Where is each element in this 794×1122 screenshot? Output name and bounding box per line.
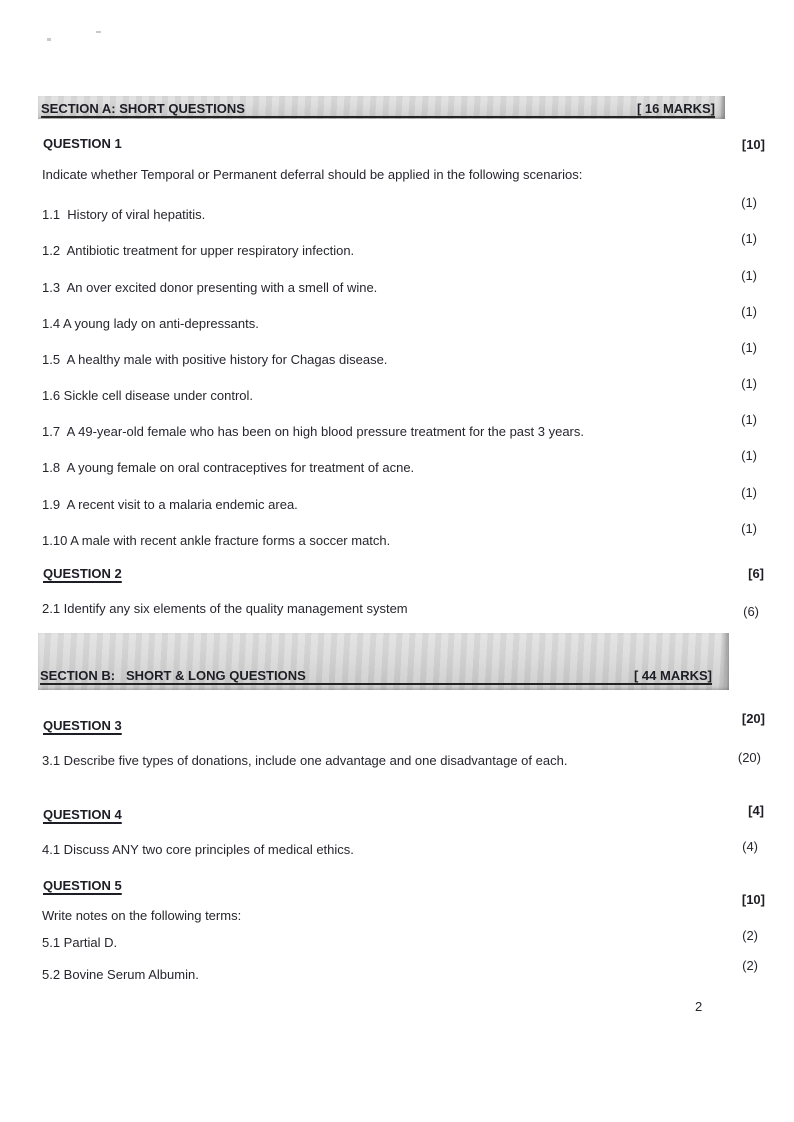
section-b-header: [38, 633, 729, 690]
question-item: 1.6 Sickle cell disease under control.: [42, 388, 254, 403]
section-a-header: [38, 96, 725, 119]
section-a-title: SECTION A: SHORT QUESTIONS: [41, 101, 245, 116]
question-3-heading: QUESTION 3: [43, 718, 122, 733]
question-4-heading: QUESTION 4: [43, 807, 122, 822]
question-1-intro: Indicate whether Temporal or Permanent deferral should be applied in the following scenarios:: [42, 167, 583, 182]
question-item: 1.3 An over excited donor presenting with a smell of wine.: [42, 280, 378, 295]
page-number: 2: [695, 999, 703, 1014]
item-marks: (1): [741, 231, 757, 246]
item-marks: (1): [741, 448, 757, 463]
question-1-total-marks: [10]: [741, 137, 765, 152]
question-item: 1.9 A recent visit to a malaria endemic area.: [42, 497, 298, 512]
question-2-total-marks: [6]: [748, 566, 764, 581]
question-1-heading: QUESTION 1: [43, 136, 122, 151]
question-item: 2.1 Identify any six elements of the quality management system: [42, 601, 408, 616]
question-item: 5.1 Partial D.: [42, 935, 118, 950]
item-marks: (1): [741, 304, 757, 319]
question-item: 1.4 A young lady on anti-depressants.: [42, 316, 259, 331]
item-marks: (2): [742, 958, 758, 973]
item-marks: (20): [737, 750, 761, 765]
question-2-heading: QUESTION 2: [43, 566, 122, 581]
question-4-total-marks: [4]: [748, 803, 764, 818]
question-5-heading: QUESTION 5: [43, 878, 122, 893]
question-item: 3.1 Describe five types of donations, include one advantage and one disadvantage of each.: [42, 753, 568, 768]
scan-speck: [47, 38, 51, 41]
question-5-total-marks: [10]: [741, 892, 765, 907]
question-5-intro: Write notes on the following terms:: [42, 908, 242, 923]
item-marks: (1): [741, 485, 757, 500]
scan-speck: [96, 31, 101, 33]
item-marks: (6): [743, 604, 759, 619]
item-marks: (1): [741, 340, 757, 355]
section-b-title: SECTION B: SHORT & LONG QUESTIONS: [40, 668, 306, 683]
item-marks: (4): [742, 839, 758, 854]
item-marks: (1): [741, 521, 757, 536]
section-b-marks: [ 44 MARKS]: [633, 668, 712, 683]
question-item: 5.2 Bovine Serum Albumin.: [42, 967, 199, 982]
item-marks: (1): [741, 195, 757, 210]
item-marks: (1): [741, 412, 757, 427]
item-marks: (1): [741, 268, 757, 283]
question-item: 1.8 A young female on oral contraceptives for treatment of acne.: [42, 460, 415, 475]
question-item: 1.7 A 49-year-old female who has been on high blood pressure treatment for the past 3 years.: [42, 424, 584, 439]
question-item: 1.2 Antibiotic treatment for upper respiratory infection.: [42, 243, 355, 258]
item-marks: (2): [742, 928, 758, 943]
question-3-total-marks: [20]: [741, 711, 765, 726]
question-item: 1.1 History of viral hepatitis.: [42, 207, 206, 222]
question-item: 1.5 A healthy male with positive history for Chagas disease.: [42, 352, 388, 367]
section-a-marks: [ 16 MARKS]: [636, 101, 715, 116]
question-item: 4.1 Discuss ANY two core principles of medical ethics.: [42, 842, 354, 857]
question-item: 1.10 A male with recent ankle fracture forms a soccer match.: [42, 533, 391, 548]
item-marks: (1): [741, 376, 757, 391]
